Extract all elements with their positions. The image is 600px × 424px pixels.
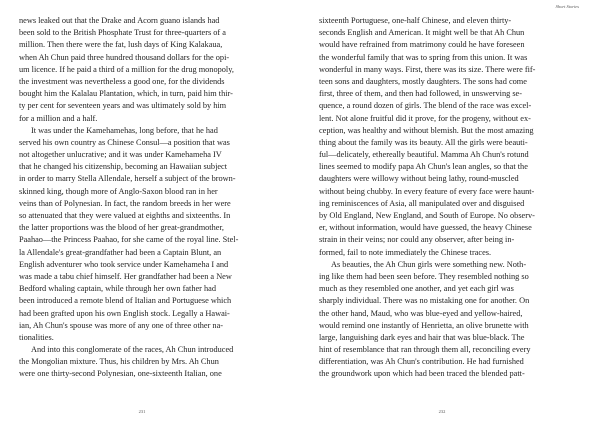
- running-header: Short Stories: [555, 4, 579, 9]
- text-line: ception, was healthy and without blemish. But the most amazing: [319, 125, 534, 135]
- text-line: It was under the Kamehamehas, long before, that he had: [31, 125, 218, 135]
- text-line: ty per cent for seventeen years and was ultimately sold by him: [19, 101, 227, 111]
- text-line: seconds English and American. It might well be that Ah Chun: [319, 28, 525, 38]
- text-line: for a million and a half.: [19, 113, 98, 123]
- text-line: without being chubby. In every feature of every face were haunt-: [319, 186, 535, 196]
- text-line: news leaked out that the Drake and Acorn guano islands had: [19, 16, 220, 25]
- text-line: the Mongolian mixture. Thus, his children by Mrs. Ah Chun: [19, 357, 219, 367]
- text-line: been introduced a remote blend of Italian and Portuguese which: [19, 296, 232, 306]
- text-line: ful—delicately, ethereally beautiful. Mamma Ah Chun's rotund: [319, 150, 529, 160]
- right-page: [300, 0, 600, 424]
- text-line: in order to marry Stella Allendale, herself a subject of the brown-: [19, 174, 236, 184]
- text-line: veins than of Polynesian. In fact, the random breeds in her were: [19, 198, 231, 208]
- text-line: skinned king, though more of Anglo-Saxon blood ran in her: [19, 186, 218, 196]
- text-line: er, without information, would have guessed, the heavy Chinese: [319, 223, 532, 233]
- text-line: ian, Ah Chun's spouse was more of any one of three other na-: [19, 320, 224, 330]
- text-line: As beauties, the Ah Chun girls were something new. Noth-: [331, 259, 527, 269]
- text-line: that he changed his citizenship, becoming an Hawaiian subject: [19, 162, 228, 172]
- text-line: bought him the Kalalau Plantation, which, in turn, paid him thir-: [19, 89, 233, 99]
- text-line: quence, a round dozen of girls. The blend of the race was excel-: [319, 101, 532, 111]
- text-line: were one thirty-second Polynesian, one-sixteenth Italian, one: [19, 369, 222, 379]
- text-line: first, three of them, and then had followed, in unswerving se-: [319, 89, 522, 99]
- text-line: large, languishing dark eyes and hair that was blue-black. The: [319, 332, 525, 342]
- text-line: English adventurer who took service under Kamehameha I and: [19, 259, 229, 269]
- text-line: the groundwork upon which had been traced the blended patt-: [319, 369, 525, 379]
- left-page-body: [19, 15, 265, 381]
- text-line: ing reminiscences of Asia, all manipulated over and disguised: [319, 198, 525, 208]
- text-line: the investment was nevertheless a good one, for the dividends: [19, 76, 225, 86]
- text-line: lines seemed to modify papa Ah Chun's lean angles, so that the: [319, 162, 528, 172]
- text-line: formed, fail to note immediately the Chinese traces.: [319, 247, 492, 257]
- text-line: wonderful in many ways. First, there was its size. There were fif-: [319, 64, 536, 74]
- text-line: had been grafted upon his own English stock. Legally a Hawai-: [19, 308, 230, 318]
- text-line: by Old England, New England, and South of Europe. No observ-: [319, 211, 535, 220]
- text-line: was made a tabu chief himself. Her grandfather had been a New: [19, 271, 232, 281]
- text-line: la Allendale's great-grandfather had been a Captain Blunt, an: [19, 247, 222, 257]
- text-line: much as they resembled one another, and yet each girl was: [319, 284, 514, 294]
- text-line: served his own country as Chinese Consul—a position that was: [19, 137, 230, 147]
- text-line: um licence. If he paid a third of a million for the drug monopoly,: [19, 64, 234, 74]
- text-line: tionalities.: [19, 332, 54, 342]
- text-line: strain in their veins; nor could any observer, after being in-: [319, 235, 515, 245]
- left-page-number: 231: [138, 409, 146, 414]
- text-line: sixteenth Portuguese, one-half Chinese, and eleven thirty-: [319, 16, 512, 25]
- text-line: ing like them had been seen before. They resembled nothing so: [319, 271, 529, 281]
- text-line: Bedford whaling captain, while through her own father had: [19, 284, 216, 294]
- text-line: the wonderful family that was to spring from this union. It was: [319, 52, 528, 62]
- text-line: And into this conglomerate of the races, Ah Chun introduced: [31, 345, 234, 355]
- text-line: Paahao—the Princess Paahao, for she came of the royal line. Stel-: [19, 235, 239, 245]
- text-line: thing about the family was its beauty. All the girls were beauti-: [319, 137, 528, 147]
- text-line: million. Then there were the fat, lush days of King Kalakaua,: [19, 40, 223, 50]
- text-line: the other hand, Maud, who was blue-eyed and yellow-haired,: [319, 308, 523, 318]
- text-line: so attenuated that they were valued at eighths and sixteenths. In: [19, 211, 231, 220]
- text-line: lent. Not alone fruitful did it prove, for the progeny, without ex-: [319, 113, 531, 123]
- text-line: the latter proportions was the blood of her great-grandmother,: [19, 223, 224, 233]
- text-line: sharply individual. There was no mistaking one for another. On: [319, 296, 530, 306]
- text-line: would remind one instantly of Henrietta, an olive brunette with: [319, 320, 529, 330]
- text-line: daughters were willowy without being lathy, round-muscled: [319, 174, 519, 184]
- text-line: been sold to the British Phosphate Trust for three-quarters of a: [19, 28, 226, 38]
- text-line: teen sons and daughters, mostly daughters. The sons had come: [319, 76, 527, 86]
- text-line: would have refrained from matrimony could he have foreseen: [319, 40, 525, 50]
- text-line: when Ah Chun paid three hundred thousand dollars for the opi-: [19, 52, 230, 62]
- text-line: hint of resemblance that ran through them all, reconciling every: [319, 345, 531, 355]
- text-line: differentiation, was Ah Chun's contribution. He had furnished: [319, 357, 524, 367]
- right-page-number: 232: [438, 409, 446, 414]
- right-page-body: [319, 15, 565, 381]
- text-line: not altogether unlucrative; and it was under Kamehameha IV: [19, 150, 222, 160]
